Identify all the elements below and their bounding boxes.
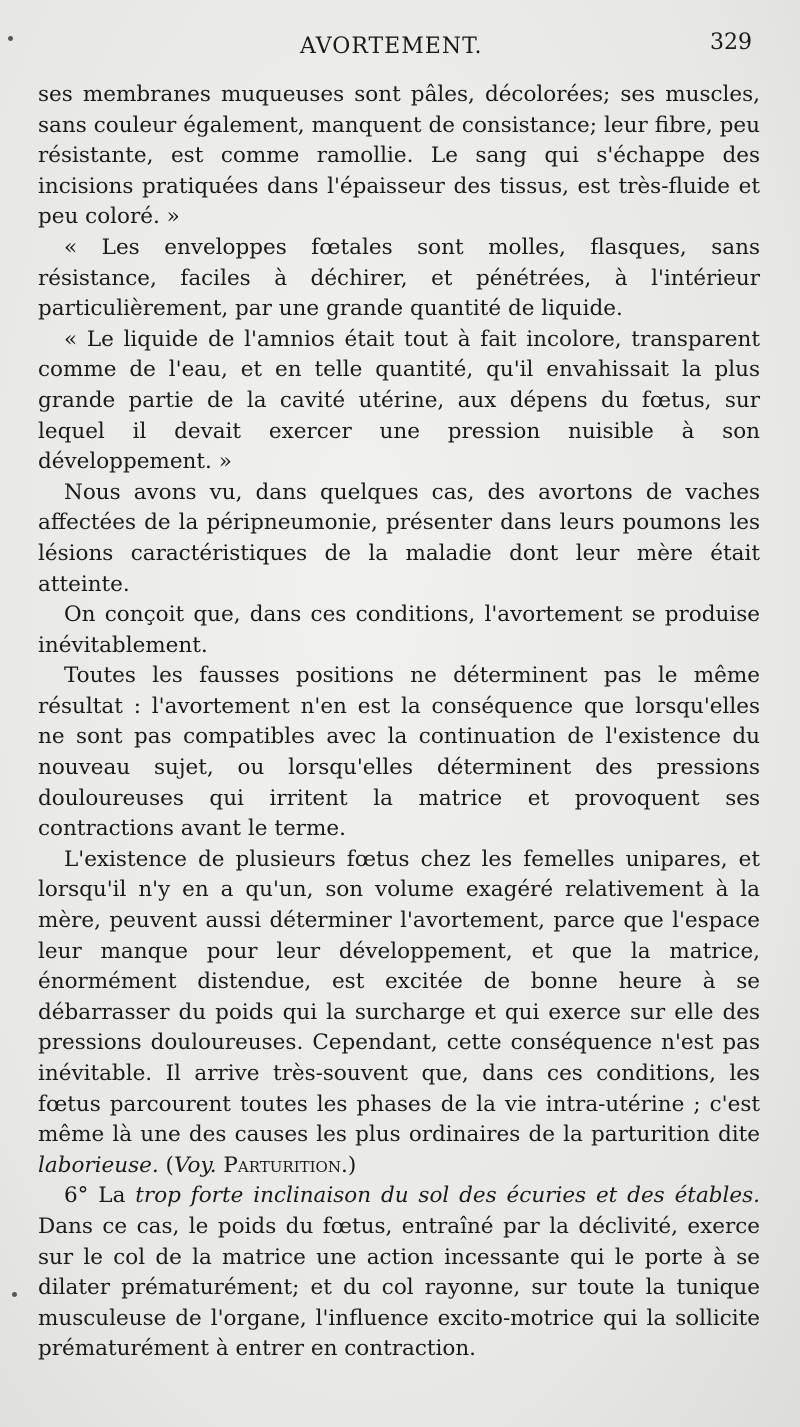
- paragraph: [38, 325, 760, 478]
- text-segment: trop forte inclinaison du sol des écuries et des étables.: [135, 1183, 760, 1209]
- text-segment: Dans ce cas, le poids du fœtus, entraîné par la déclivité, exerce sur le col de la matrice une action incessante qui le porte à se dilater prématurément; et du col rayonne, sur toute la tunique musculeuse de l'organe, l'influence excito-motrice qui la sollicite prématurément à entrer en contraction.: [38, 1213, 760, 1362]
- paragraph: [38, 600, 760, 661]
- text-segment: L'existence de plusieurs fœtus chez les femelles unipares, et lorsqu'il n'y en a qu'un, son volume exagéré relativement à la mère, peuvent aussi déterminer l'avortement, parce que l'espace leur manque pour leur développement, et que la matrice, énormément distendue, est excitée de bonne heure à se débarrasser du poids qui la surcharge et qui exerce sur elle des pressions douloureuses. Cependant, cette conséquence n'est pas inévitable. Il arrive très-souvent que, dans ces conditions, les fœtus parcourent toutes les phases de la vie intra-utérine ; c'est même là une des causes les plus ordinaires de la parturition dite: [38, 846, 760, 1148]
- body-text: [38, 80, 760, 1365]
- text-segment: (: [158, 1152, 174, 1178]
- paragraph: [38, 80, 760, 233]
- margin-speck: [8, 36, 13, 41]
- paragraph: [38, 1181, 760, 1365]
- text-segment: Nous avons vu, dans quelques cas, des avortons de vaches affectées de la péripneumonie, présenter dans leurs poumons les lésions caractéristiques de la maladie dont leur mère était atteinte.: [38, 479, 760, 597]
- text-segment: .): [340, 1152, 357, 1178]
- text-segment: On conçoit que, dans ces conditions, l'avortement se produise inévitablement.: [38, 602, 760, 658]
- paragraph: [38, 233, 760, 325]
- paragraph: [38, 845, 760, 1182]
- paragraph: [38, 478, 760, 600]
- paragraph: [38, 661, 760, 845]
- text-segment: ses membranes muqueuses sont pâles, décolorées; ses muscles, sans couleur également, manquent de consistance; leur fibre, peu résistante, est comme ramollie. Le sang qui s'échappe des incisions pratiquées dans l'épaisseur des tissus, est très-fluide et peu coloré. »: [38, 82, 760, 230]
- page-number: 329: [710, 30, 752, 55]
- text-segment: Voy.: [173, 1152, 217, 1178]
- margin-speck: [12, 1292, 17, 1297]
- text-segment: Toutes les fausses positions ne déterminent pas le même résultat : l'avortement n'en est la conséquence que lorsqu'elles ne sont pas compatibles avec la continuation de l'existence du nouveau sujet, ou lorsqu'elles déterminent des pressions douloureuses qui irritent la matrice et provoquent ses contractions avant le terme.: [38, 663, 760, 842]
- text-segment: « Le liquide de l'amnios était tout à fait incolore, transparent comme de l'eau, et en telle quantité, qu'il envahissait la plus grande partie de la cavité utérine, aux dépens du fœtus, sur lequel il devait exercer une pression nuisible à son développement. »: [38, 326, 760, 475]
- running-title: AVORTEMENT.: [300, 34, 483, 59]
- text-segment: Parturition: [223, 1152, 341, 1178]
- text-segment: « Les enveloppes fœtales sont molles, flasques, sans résistance, faciles à déchirer, et pénétrées, à l'intérieur particulièrement, par une grande quantité de liquide.: [38, 234, 760, 322]
- running-head: [0, 28, 800, 68]
- text-segment: laborieuse.: [38, 1152, 159, 1178]
- text-segment: 6° La: [64, 1183, 136, 1209]
